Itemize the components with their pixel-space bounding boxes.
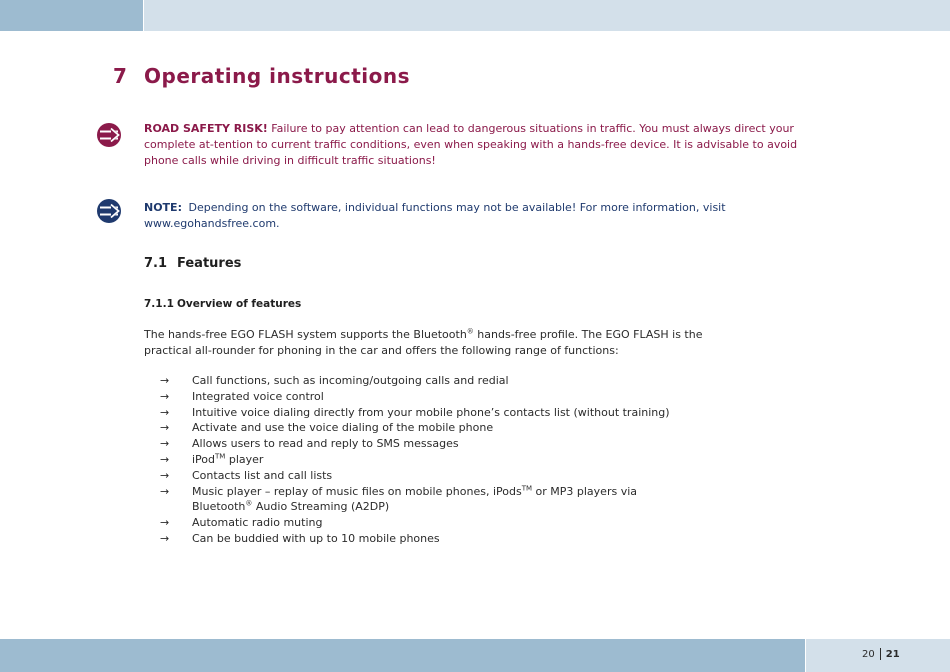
list-item [160,468,670,484]
page-divider [880,648,881,660]
feature-text: iPod [192,452,216,466]
subsection-heading [144,298,301,310]
feature-text: Automatic radio muting [192,516,323,530]
section-title: Features [177,256,242,271]
road-safety-warning [144,121,809,169]
list-item [160,420,670,436]
feature-text: Allows users to read and reply to SMS messages [192,437,459,451]
top-bar-left [0,0,143,31]
bottom-bar-left [0,639,805,672]
arrow-icon: → [160,437,170,451]
intro-text-2: hands-free profile. The EGO FLASH is the practical all-rounder for phoning in the car and offers the following range of functions: [144,328,703,357]
feature-text: Music player – replay of music files on mobile phones, iPods [192,484,522,498]
arrow-icon: → [160,516,170,530]
chapter-title: Operating instructions [144,64,410,88]
note-arrow-icon [97,199,121,223]
list-item [160,436,670,452]
top-bar-right [144,0,950,31]
arrow-icon: → [160,531,170,545]
note-block [144,200,824,232]
feature-text: Call functions, such as incoming/outgoing calls and redial [192,374,509,387]
feature-text: Integrated voice control [192,389,324,403]
feature-text: Contacts list and call lists [192,468,333,482]
arrow-icon: → [160,484,170,498]
warning-arrow-icon [97,123,121,147]
note-lead: NOTE: [144,201,182,214]
feature-text: Activate and use the voice dialing of the mobile phone [192,421,494,435]
trademark-mark: TM [521,483,533,492]
arrow-icon: → [160,389,170,403]
arrow-icon: → [160,468,170,482]
page-number-left: 20 [862,648,875,660]
list-item [160,405,670,421]
list-item [160,531,670,547]
registered-mark: ® [466,327,474,336]
list-item [160,373,670,389]
page-numbers [862,648,900,660]
subsection-title: Overview of features [177,298,302,310]
page-number-right: 21 [885,648,900,660]
chapter-heading [113,64,410,88]
subsection-number: 7.1.1 [144,298,174,310]
feature-text: Intuitive voice dialing directly from your mobile phone’s contacts list (without training) [192,405,670,419]
warning-lead: ROAD SAFETY RISK! [144,122,268,135]
registered-mark: ® [245,499,253,508]
feature-text: or MP3 players via [532,484,638,498]
feature-text: Audio Streaming (A2DP) [252,500,390,514]
section-heading [144,256,241,271]
intro-paragraph [144,327,744,359]
list-item [160,389,670,405]
note-text: Depending on the software, individual functions may not be available! For more information, visit www.egohandsfree.com. [144,201,726,230]
chapter-number: 7 [113,64,128,88]
list-item [160,515,670,531]
arrow-icon: → [160,374,170,387]
arrow-icon: → [160,405,170,419]
feature-text: player [225,452,264,466]
feature-text: Can be buddied with up to 10 mobile phones [192,531,440,545]
features-list [160,373,670,547]
arrow-icon: → [160,452,170,466]
list-item [160,452,670,468]
trademark-mark: TM [215,452,226,461]
section-number: 7.1 [144,256,168,271]
list-item [160,484,670,516]
arrow-icon: → [160,421,170,435]
warning-text: Failure to pay attention can lead to dangerous situations in traffic. You must always direct your complete at-tention to current traffic conditions, even when speaking with a hands-free device. It is advisable to avoid phone calls while driving in difficult traffic situations! [144,122,798,167]
intro-text-1: The hands-free EGO FLASH system supports the Bluetooth [144,328,467,341]
feature-text: Bluetooth [192,500,246,514]
